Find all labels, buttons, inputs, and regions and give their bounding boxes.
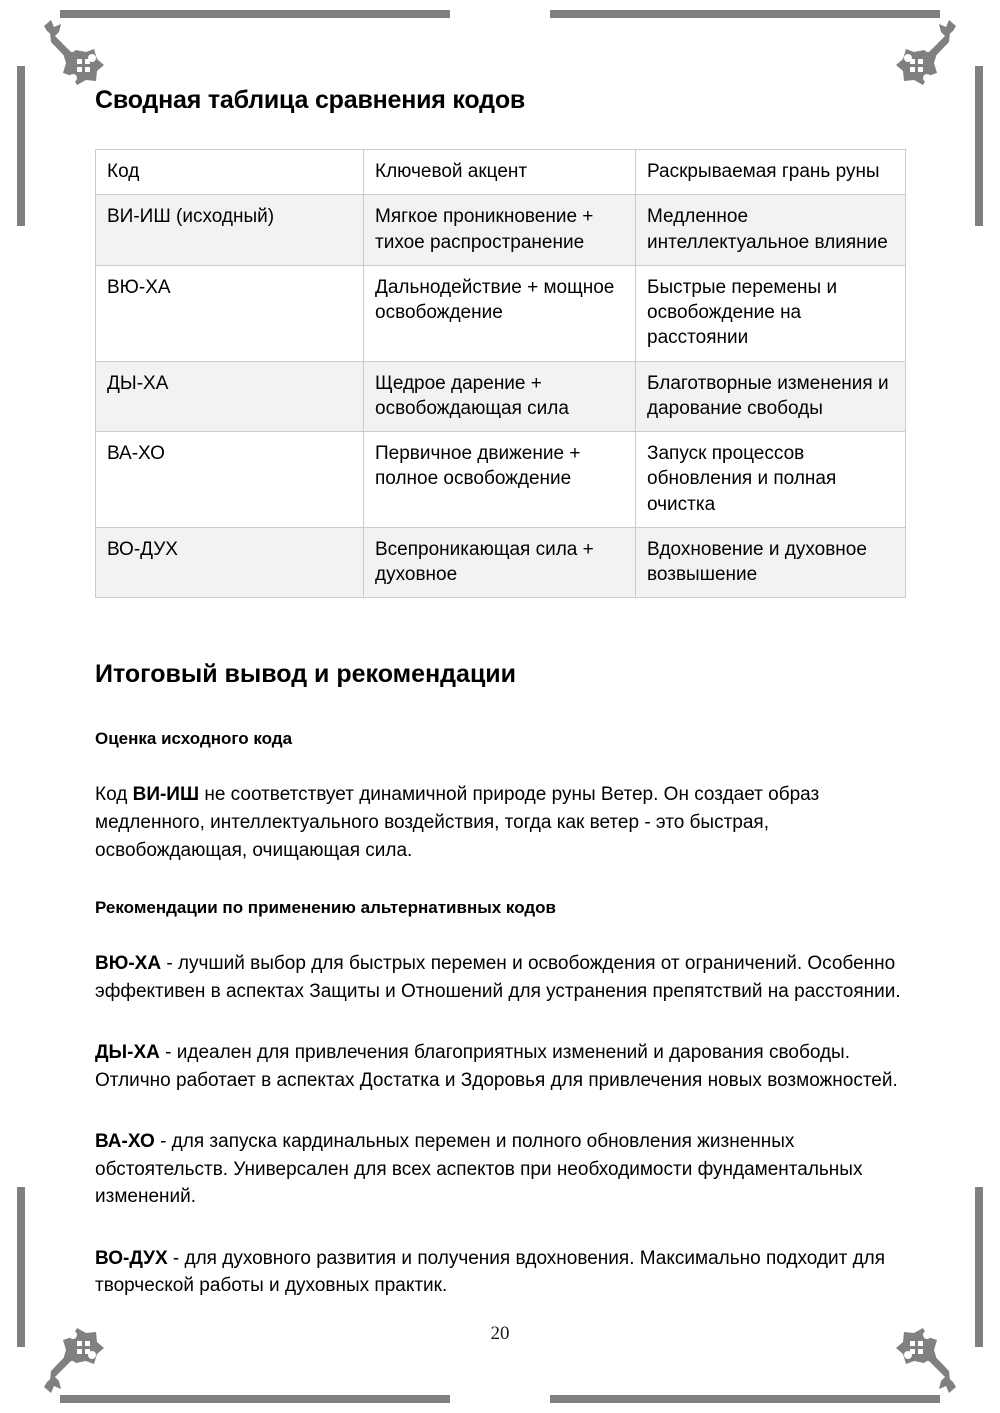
cell-facet: Вдохновение и духовное возвышение <box>636 527 906 598</box>
cell-accent: Мягкое проникновение + тихое распространение <box>364 195 636 266</box>
recommendation-code-label: ВО-ДУХ <box>95 1247 168 1269</box>
table-header-code: Код <box>96 150 364 195</box>
cell-facet: Медленное интеллектуальное влияние <box>636 195 906 266</box>
recommendation-item <box>95 1128 905 1211</box>
cell-code: ВА-ХО <box>96 432 364 528</box>
table-row <box>96 527 906 598</box>
table-row <box>96 361 906 432</box>
frame-bar-top-left <box>60 10 450 18</box>
cell-accent: Первичное движение + полное освобождение <box>364 432 636 528</box>
table-header-facet: Раскрываемая грань руны <box>636 150 906 195</box>
recommendation-code-label: ДЫ-ХА <box>95 1042 160 1064</box>
table-header-row <box>96 150 906 195</box>
cell-code: ВИ-ИШ (исходный) <box>96 195 364 266</box>
cell-facet: Быстрые перемены и освобождение на расстоянии <box>636 265 906 361</box>
recommendation-text: - идеален для привлечения благоприятных изменений и дарования свободы. Отлично работает в аспектах Достатка и Здоровья для привлечения новых возможностей. <box>95 1042 898 1091</box>
table-row <box>96 195 906 266</box>
recommendation-item <box>95 950 905 1005</box>
cell-facet: Запуск процессов обновления и полная очистка <box>636 432 906 528</box>
recommendation-item <box>95 1039 905 1094</box>
cell-code: ДЫ-ХА <box>96 361 364 432</box>
cell-accent: Всепроникающая сила + духовное <box>364 527 636 598</box>
page-title: Сводная таблица сравнения кодов <box>95 86 526 114</box>
recommendation-code-label: ВА-ХО <box>95 1131 155 1153</box>
key-ornament-icon <box>18 1303 110 1395</box>
cell-facet: Благотворные изменения и дарование свободы <box>636 361 906 432</box>
assessment-heading: Оценка исходного кода <box>95 729 293 749</box>
conclusion-title: Итоговый вывод и рекомендации <box>95 660 517 689</box>
recommendations-heading: Рекомендации по применению альтернативных кодов <box>95 898 556 918</box>
cell-code: ВЮ-ХА <box>96 265 364 361</box>
table-header-accent: Ключевой акцент <box>364 150 636 195</box>
recommendation-text: - для запуска кардинальных перемен и полного обновления жизненных обстоятельств. Универсален для всех аспектов при необходимости фундаментальных изменений. <box>95 1131 863 1208</box>
cell-accent: Дальнодействие + мощное освобождение <box>364 265 636 361</box>
frame-bar-bottom-left <box>60 1395 450 1403</box>
assessment-code-label: ВИ-ИШ <box>132 784 200 806</box>
frame-bar-top-right <box>550 10 940 18</box>
recommendation-text: - лучший выбор для быстрых перемен и освобождения от ограничений. Особенно эффективен в аспектах Защиты и Отношений для устранения препятствий на расстоянии. <box>95 953 901 1002</box>
cell-accent: Щедрое дарение + освобождающая сила <box>364 361 636 432</box>
recommendation-text: - для духовного развития и получения вдохновения. Максимально подходит для творческой работы и духовных практик. <box>95 1247 886 1297</box>
assessment-paragraph <box>95 781 905 864</box>
recommendation-item <box>95 1245 905 1300</box>
table-row <box>96 432 906 528</box>
assessment-text-after: не соответствует динамичной природе руны Ветер. Он создает образ медленного, интеллектуального воздействия, тогда как ветер - это быстрая, освобождающая, очищающая сила. <box>95 784 820 861</box>
table-row <box>96 265 906 361</box>
table-bottom-spacer <box>95 598 905 660</box>
frame-bar-bottom-right <box>550 1395 940 1403</box>
recommendation-code-label: ВЮ-ХА <box>95 953 162 975</box>
cell-code: ВО-ДУХ <box>96 527 364 598</box>
page-number: 20 <box>490 1323 510 1344</box>
comparison-table <box>95 149 906 598</box>
key-ornament-icon <box>890 1303 982 1395</box>
page-content <box>95 86 905 1300</box>
assessment-text-before: Код <box>95 784 133 806</box>
